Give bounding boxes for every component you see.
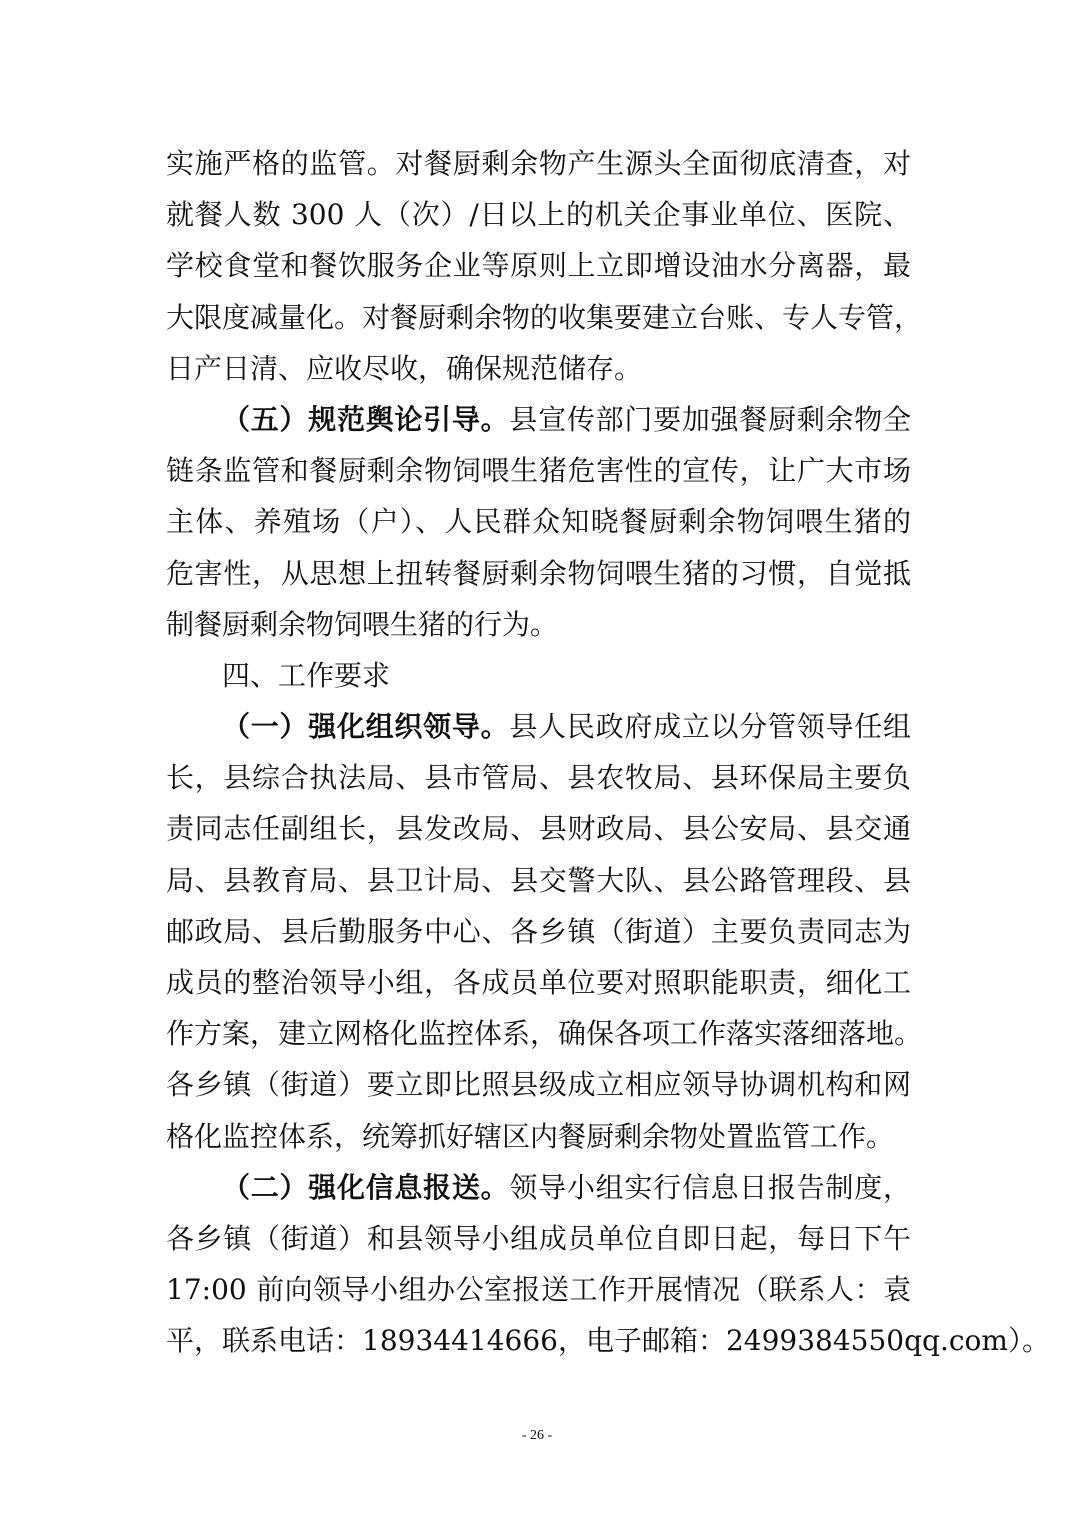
body-text: 县人民政府成立以分管领导任组	[509, 710, 911, 744]
paragraph-two-first-line	[166, 1162, 911, 1213]
body-line: 责同志任副组长，县发改局、县财政局、县公安局、县交通	[166, 812, 911, 846]
paragraph-one-first-line	[166, 701, 911, 752]
contact-line: 平，联系电话：18934414666，电子邮箱：2499384550qq.com）。	[166, 1324, 1050, 1358]
body-line: 各乡镇（街道）和县领导小组成员单位自即日起，每日下午	[166, 1221, 911, 1255]
body-line: 制餐厨剩余物饲喂生猪的行为。	[166, 607, 559, 641]
section-heading-work-requirements: 四、工作要求	[222, 658, 391, 692]
paragraph-five-first-line	[166, 394, 911, 445]
paragraph-heading-information: （二）强化信息报送。	[222, 1170, 510, 1204]
body-line: 日产日清、应收尽收，确保规范储存。	[166, 351, 643, 385]
body-line: 大限度减量化。对餐厨剩余物的收集要建立台账、专人专管，	[166, 300, 923, 334]
body-text: 领导小组实行信息日报告制度，	[509, 1170, 911, 1204]
body-line: 作方案，建立网格化监控体系，确保各项工作落实落细落地。	[166, 1017, 923, 1051]
body-line: 链条监管和餐厨剩余物饲喂生猪危害性的宣传，让广大市场	[166, 454, 911, 488]
paragraph-heading-organization: （一）强化组织领导。	[222, 710, 510, 744]
paragraph-heading-guide-opinion: （五）规范舆论引导。	[222, 402, 510, 436]
body-line: 成员的整治领导小组，各成员单位要对照职能职责，细化工	[166, 966, 911, 999]
document-body	[166, 138, 1050, 1367]
body-text: 县宣传部门要加强餐厨剩余物全	[509, 402, 911, 436]
body-line: 邮政局、县后勤服务中心、各乡镇（街道）主要负责同志为	[166, 914, 911, 948]
body-line: 学校食堂和餐饮服务企业等原则上立即增设油水分离器，最	[166, 249, 911, 283]
body-line: 17:00 前向领导小组办公室报送工作开展情况（联系人：袁	[166, 1273, 911, 1307]
body-line: 各乡镇（街道）要立即比照县级成立相应领导协调机构和网	[166, 1068, 911, 1102]
body-line: 就餐人数 300 人（次）/日以上的机关企事业单位、医院、	[166, 198, 911, 232]
body-line: 局、县教育局、县卫计局、县交警大队、县公路管理段、县	[166, 863, 911, 897]
body-line: 实施严格的监管。对餐厨剩余物产生源头全面彻底清查，对	[166, 147, 911, 180]
body-line: 格化监控体系，统筹抓好辖区内餐厨剩余物处置监管工作。	[166, 1119, 895, 1153]
body-line: 长，县综合执法局、县市管局、县农牧局、县环保局主要负	[166, 761, 911, 795]
body-line: 危害性，从思想上扭转餐厨剩余物饲喂生猪的习惯，自觉抵	[166, 556, 911, 590]
page-number: - 26 -	[521, 1428, 553, 1443]
body-line: 主体、养殖场（户）、人民群众知晓餐厨剩余物饲喂生猪的	[166, 505, 911, 539]
